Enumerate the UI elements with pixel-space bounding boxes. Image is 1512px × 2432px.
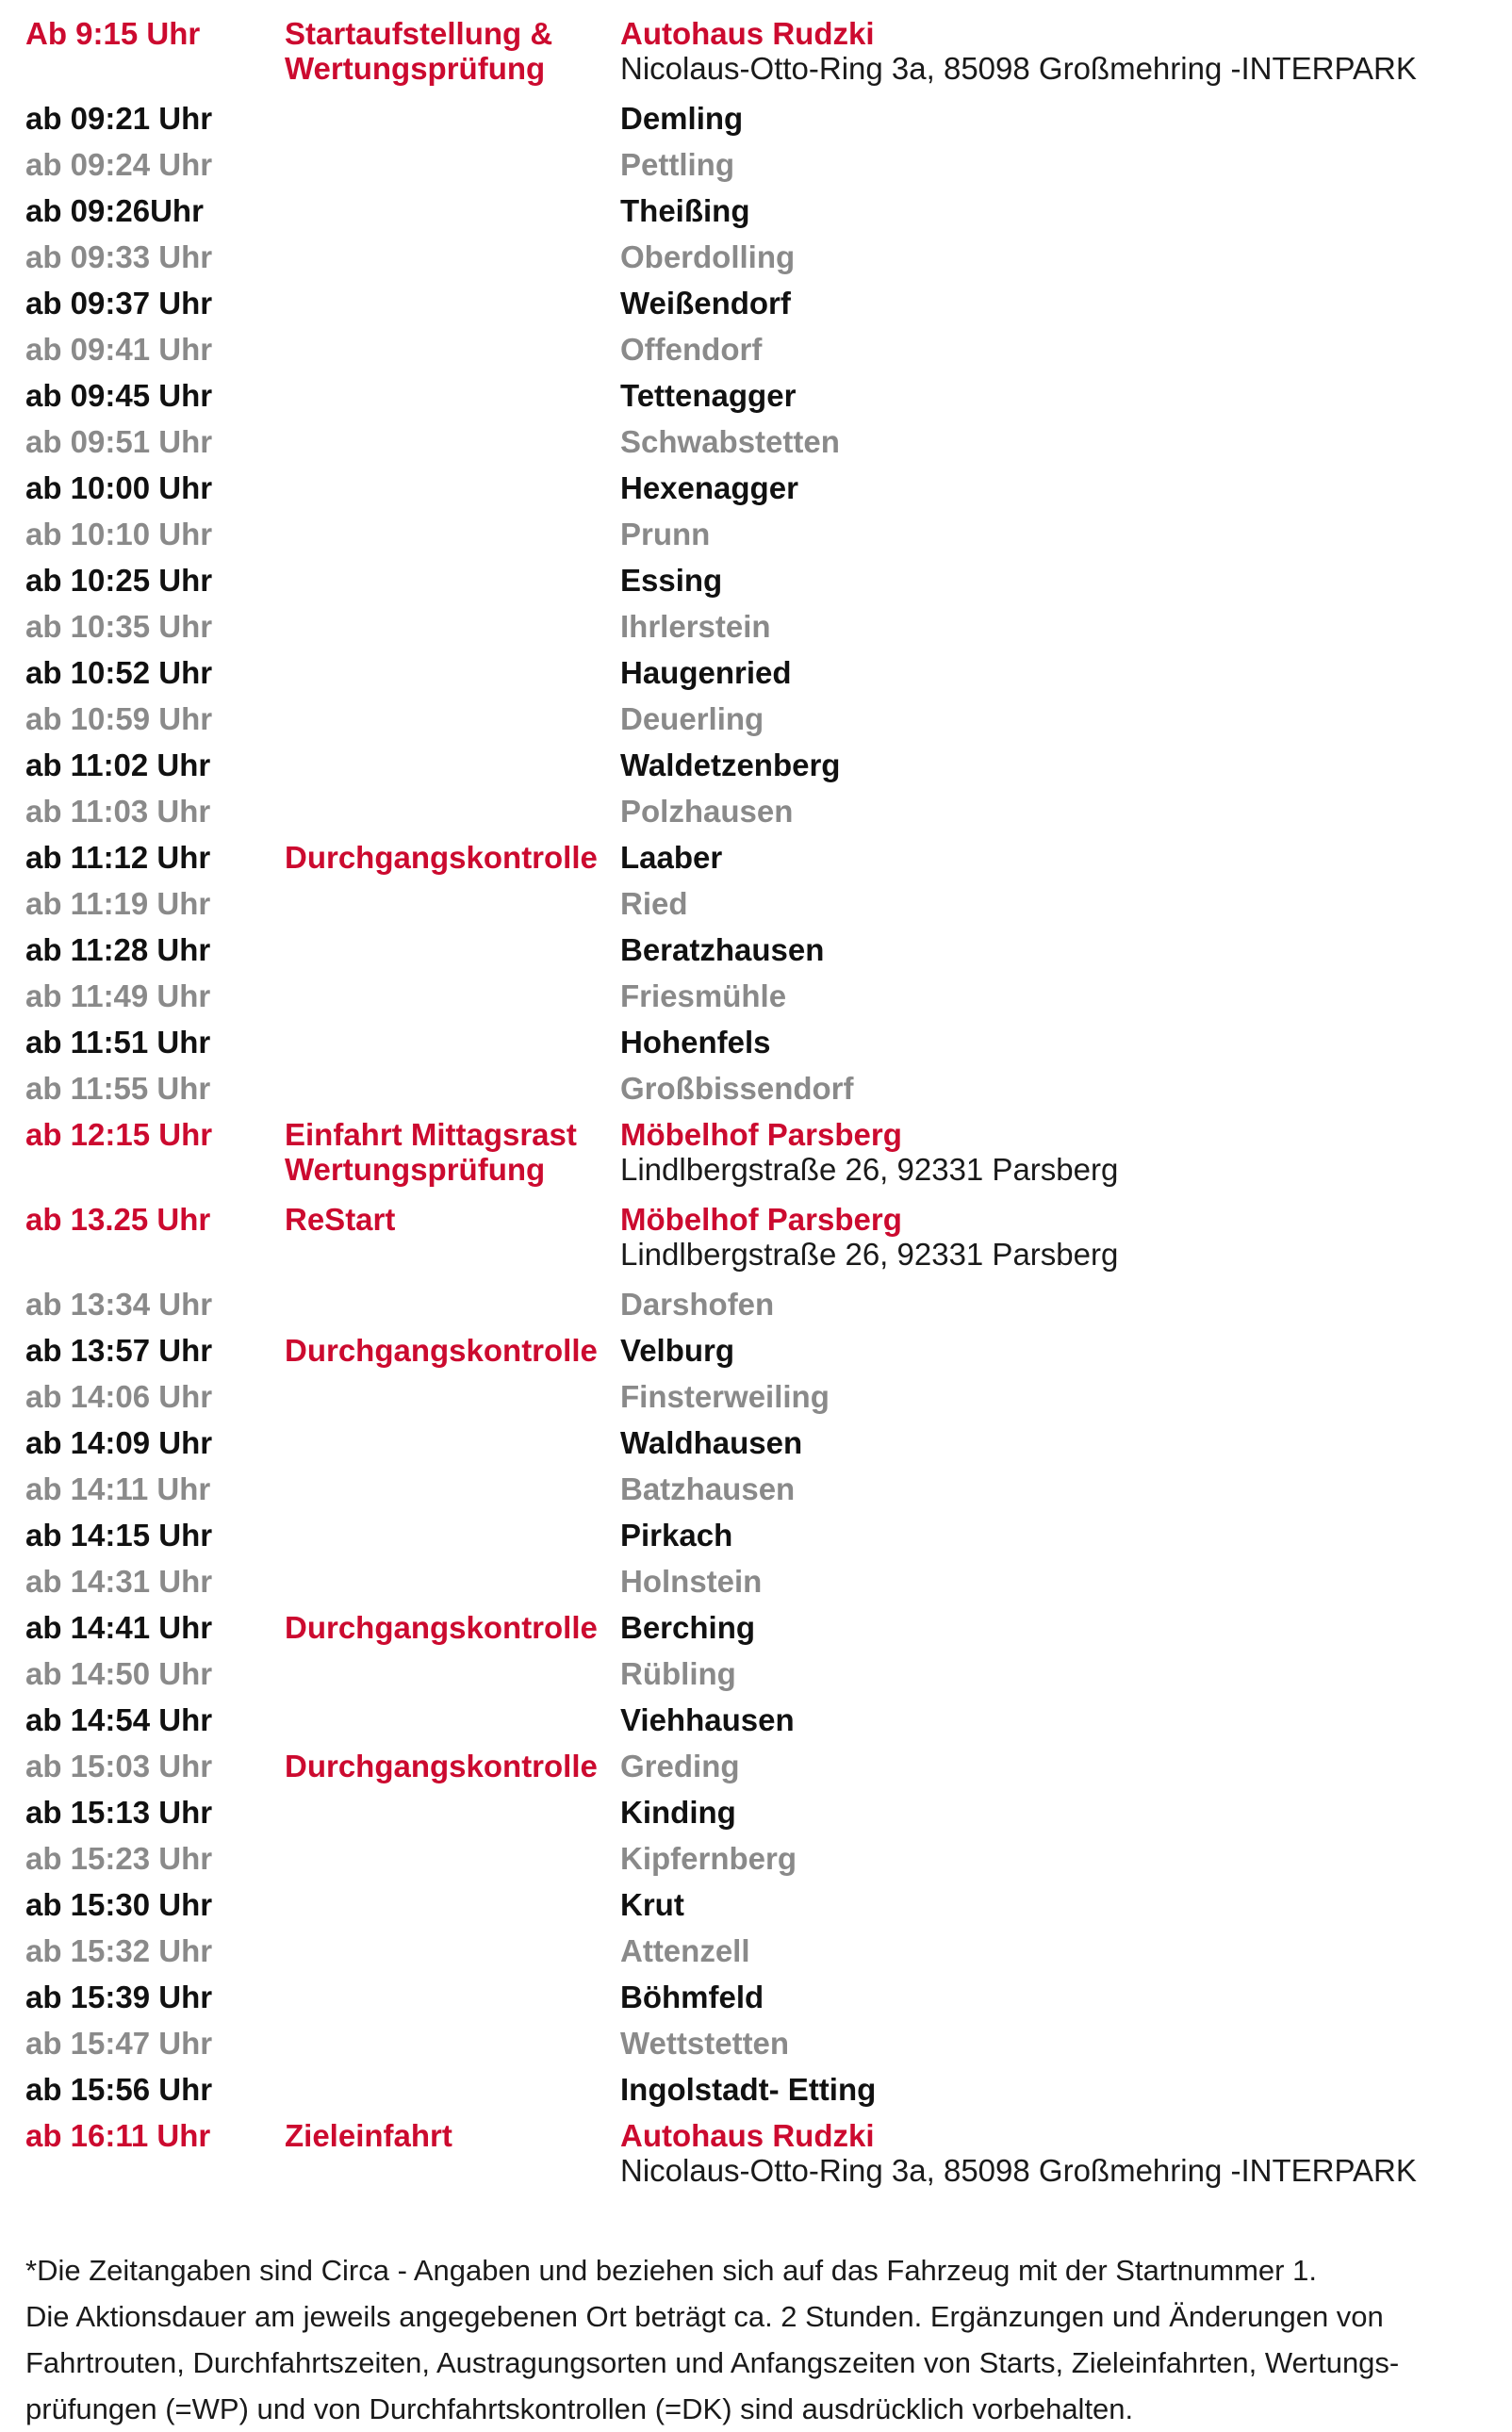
schedule-row <box>0 881 1512 928</box>
schedule-place-name: Weißendorf <box>620 286 791 320</box>
schedule-place <box>620 932 1512 967</box>
schedule-row <box>0 1374 1512 1421</box>
schedule-event-line: Startaufstellung & <box>285 16 553 51</box>
schedule-time: ab 11:12 Uhr <box>25 840 211 875</box>
schedule-row <box>0 1282 1512 1328</box>
schedule-time: ab 14:50 Uhr <box>25 1656 213 1691</box>
schedule-place-name: Möbelhof Parsberg <box>620 1202 902 1237</box>
schedule-place <box>620 1117 1512 1187</box>
schedule-place <box>620 332 1512 367</box>
schedule-place-name: Offendorf <box>620 332 763 367</box>
schedule-row <box>0 2067 1512 2113</box>
schedule-time: ab 10:59 Uhr <box>25 701 213 736</box>
schedule-place-name: Kinding <box>620 1795 736 1830</box>
schedule-row <box>0 142 1512 189</box>
schedule-row <box>0 835 1512 881</box>
schedule-place-name: Demling <box>620 101 744 136</box>
schedule-time: ab 15:39 Uhr <box>25 1980 213 2014</box>
schedule-place <box>620 193 1512 228</box>
schedule-place <box>620 1933 1512 1968</box>
schedule-place <box>620 1425 1512 1460</box>
schedule-time: ab 14:54 Uhr <box>25 1702 213 1737</box>
schedule-row <box>0 1975 1512 2021</box>
schedule-time: ab 15:32 Uhr <box>25 1933 213 1968</box>
schedule-place <box>620 239 1512 274</box>
schedule-place-name: Deuerling <box>620 701 764 736</box>
schedule-row <box>0 650 1512 697</box>
schedule-time: ab 10:00 Uhr <box>25 470 213 505</box>
schedule-place <box>620 2118 1512 2188</box>
schedule-place <box>620 748 1512 782</box>
schedule-time: ab 09:37 Uhr <box>25 286 213 320</box>
schedule-time: ab 15:03 Uhr <box>25 1749 213 1783</box>
schedule-place <box>620 378 1512 413</box>
schedule-time: ab 13.25 Uhr <box>25 1202 211 1237</box>
schedule-row <box>0 1421 1512 1467</box>
schedule-table <box>0 11 1512 2198</box>
schedule-place <box>620 1471 1512 1506</box>
schedule-event <box>259 16 620 86</box>
schedule-place-name: Pirkach <box>620 1518 733 1553</box>
schedule-row <box>0 1651 1512 1698</box>
footnote-line-2: Die Aktionsdauer am jeweils angegebenen Ort beträgt ca. 2 Stunden. Ergänzungen und Änderungen von Fahrtrouten, Durchfahrtszeiten, Austragungsorten und Anfangszeiten von Starts, Zieleinfahrten, Wertungs- prüfungen (=WP) und von Durchfahrtskontrollen (=DK) sind ausdrücklich vorbehalten. <box>25 2300 1400 2425</box>
schedule-time: ab 11:51 Uhr <box>25 1025 211 1060</box>
schedule-time: ab 09:33 Uhr <box>25 239 213 274</box>
schedule-time: ab 14:11 Uhr <box>25 1471 211 1506</box>
schedule-place <box>620 1702 1512 1737</box>
schedule-event <box>259 1749 620 1783</box>
schedule-time: ab 09:45 Uhr <box>25 378 213 413</box>
schedule-time: ab 10:25 Uhr <box>25 563 213 598</box>
schedule-event-line: Durchgangskontrolle <box>285 840 598 875</box>
schedule-row <box>0 512 1512 558</box>
schedule-place <box>620 794 1512 829</box>
schedule-place <box>620 1518 1512 1553</box>
schedule-place-name: Beratzhausen <box>620 932 825 967</box>
schedule-row <box>0 1744 1512 1790</box>
schedule-place-name: Pettling <box>620 147 734 182</box>
schedule-event <box>259 2118 620 2153</box>
schedule-place <box>620 1656 1512 1691</box>
schedule-time: ab 12:15 Uhr <box>25 1117 213 1152</box>
schedule-time: ab 11:55 Uhr <box>25 1071 211 1106</box>
schedule-place-name: Tettenagger <box>620 378 797 413</box>
schedule-place-name: Viehhausen <box>620 1702 795 1737</box>
schedule-time: ab 11:49 Uhr <box>25 978 211 1013</box>
schedule-time: ab 11:28 Uhr <box>25 932 211 967</box>
schedule-time: ab 15:13 Uhr <box>25 1795 213 1830</box>
schedule-event <box>259 1333 620 1368</box>
schedule-row <box>0 2021 1512 2067</box>
schedule-row <box>0 1112 1512 1197</box>
schedule-place-name: Ingolstadt- Etting <box>620 2072 877 2107</box>
schedule-event <box>259 1610 620 1645</box>
schedule-row <box>0 419 1512 466</box>
schedule-row <box>0 327 1512 373</box>
schedule-place-name: Prunn <box>620 517 711 551</box>
schedule-event-line: ReStart <box>285 1202 396 1237</box>
schedule-row <box>0 235 1512 281</box>
schedule-time: ab 15:56 Uhr <box>25 2072 213 2107</box>
schedule-place <box>620 2072 1512 2107</box>
schedule-place <box>620 1795 1512 1830</box>
schedule-row <box>0 1066 1512 1112</box>
schedule-time: ab 11:03 Uhr <box>25 794 211 829</box>
schedule-place-name: Attenzell <box>620 1933 750 1968</box>
schedule-row <box>0 281 1512 327</box>
schedule-row <box>0 11 1512 96</box>
schedule-row <box>0 373 1512 419</box>
schedule-event-line: Wertungsprüfung <box>285 51 546 86</box>
schedule-time: ab 14:09 Uhr <box>25 1425 213 1460</box>
schedule-place-name: Waldetzenberg <box>620 748 841 782</box>
schedule-row <box>0 1513 1512 1559</box>
footnote-line-1: *Die Zeitangaben sind Circa - Angaben und beziehen sich auf das Fahrzeug mit der Startnummer 1. <box>25 2254 1317 2287</box>
schedule-row <box>0 1467 1512 1513</box>
schedule-time: ab 10:10 Uhr <box>25 517 213 551</box>
schedule-event-line: Durchgangskontrolle <box>285 1749 598 1783</box>
schedule-place <box>620 978 1512 1013</box>
schedule-row <box>0 1929 1512 1975</box>
schedule-place-name: Berching <box>620 1610 756 1645</box>
schedule-place-name: Rübling <box>620 1656 736 1691</box>
schedule-time: ab 10:52 Uhr <box>25 655 213 690</box>
schedule-row <box>0 96 1512 142</box>
schedule-place <box>620 1025 1512 1060</box>
schedule-place-name: Batzhausen <box>620 1471 796 1506</box>
schedule-row <box>0 558 1512 604</box>
schedule-place-address: Lindlbergstraße 26, 92331 Parsberg <box>620 1237 1119 1272</box>
schedule-place <box>620 1749 1512 1783</box>
schedule-place-address: Nicolaus-Otto-Ring 3a, 85098 Großmehring -INTERPARK <box>620 2153 1417 2188</box>
schedule-row <box>0 1882 1512 1929</box>
schedule-row <box>0 789 1512 835</box>
schedule-place-name: Holnstein <box>620 1564 763 1599</box>
schedule-row <box>0 1197 1512 1282</box>
schedule-time: ab 09:21 Uhr <box>25 101 213 136</box>
schedule-place <box>620 609 1512 644</box>
schedule-place <box>620 1887 1512 1922</box>
schedule-row <box>0 604 1512 650</box>
schedule-place <box>620 1610 1512 1645</box>
schedule-time: ab 14:41 Uhr <box>25 1610 213 1645</box>
schedule-place <box>620 1202 1512 1272</box>
schedule-row <box>0 1836 1512 1882</box>
schedule-place-name: Krut <box>620 1887 684 1922</box>
schedule-place-name: Darshofen <box>620 1287 775 1322</box>
schedule-place-name: Kipfernberg <box>620 1841 797 1876</box>
schedule-place <box>620 424 1512 459</box>
schedule-row <box>0 1605 1512 1651</box>
schedule-time: ab 15:23 Uhr <box>25 1841 213 1876</box>
schedule-event-line: Einfahrt Mittagsrast <box>285 1117 577 1152</box>
schedule-place <box>620 1564 1512 1599</box>
schedule-place-name: Ried <box>620 886 688 921</box>
schedule-place-name: Ihrlerstein <box>620 609 771 644</box>
schedule-row <box>0 1559 1512 1605</box>
schedule-place-name: Autohaus Rudzki <box>620 2118 875 2153</box>
schedule-place-name: Friesmühle <box>620 978 787 1013</box>
schedule-time: ab 11:19 Uhr <box>25 886 211 921</box>
schedule-place-name: Theißing <box>620 193 750 228</box>
schedule-place-name: Großbissendorf <box>620 1071 854 1106</box>
schedule-row <box>0 928 1512 974</box>
schedule-place <box>620 563 1512 598</box>
schedule-place <box>620 101 1512 136</box>
schedule-row <box>0 1328 1512 1374</box>
schedule-row <box>0 189 1512 235</box>
schedule-time: ab 13:57 Uhr <box>25 1333 213 1368</box>
schedule-place-address: Lindlbergstraße 26, 92331 Parsberg <box>620 1152 1119 1187</box>
schedule-event-line: Wertungsprüfung <box>285 1152 546 1187</box>
schedule-place <box>620 1379 1512 1414</box>
schedule-event-line: Durchgangskontrolle <box>285 1610 598 1645</box>
schedule-place-name: Polzhausen <box>620 794 794 829</box>
schedule-time: ab 14:15 Uhr <box>25 1518 213 1553</box>
footnote <box>0 2247 1512 2432</box>
schedule-row <box>0 743 1512 789</box>
schedule-place-name: Möbelhof Parsberg <box>620 1117 902 1152</box>
schedule-place-name: Böhmfeld <box>620 1980 764 2014</box>
schedule-place-name: Greding <box>620 1749 740 1783</box>
schedule-place-name: Wettstetten <box>620 2026 790 2061</box>
schedule-place <box>620 1287 1512 1322</box>
schedule-row <box>0 466 1512 512</box>
schedule-time: ab 09:26Uhr <box>25 193 204 228</box>
schedule-time: ab 15:30 Uhr <box>25 1887 213 1922</box>
schedule-place <box>620 1333 1512 1368</box>
schedule-place-name: Waldhausen <box>620 1425 803 1460</box>
schedule-place <box>620 2026 1512 2061</box>
schedule-row <box>0 974 1512 1020</box>
schedule-time: ab 14:06 Uhr <box>25 1379 213 1414</box>
schedule-time: ab 15:47 Uhr <box>25 2026 213 2061</box>
schedule-place <box>620 147 1512 182</box>
schedule-time: ab 14:31 Uhr <box>25 1564 213 1599</box>
schedule-place <box>620 655 1512 690</box>
schedule-row <box>0 1020 1512 1066</box>
schedule-time: ab 09:51 Uhr <box>25 424 213 459</box>
schedule-place-address: Nicolaus-Otto-Ring 3a, 85098 Großmehring -INTERPARK <box>620 51 1417 86</box>
schedule-place-name: Velburg <box>620 1333 735 1368</box>
schedule-place-name: Hexenagger <box>620 470 798 505</box>
schedule-place <box>620 701 1512 736</box>
schedule-place-name: Oberdolling <box>620 239 796 274</box>
schedule-time: Ab 9:15 Uhr <box>25 16 201 51</box>
schedule-place <box>620 1841 1512 1876</box>
schedule-place <box>620 286 1512 320</box>
schedule-place-name: Autohaus Rudzki <box>620 16 875 51</box>
schedule-place-name: Haugenried <box>620 655 792 690</box>
schedule-row <box>0 697 1512 743</box>
schedule-event <box>259 840 620 875</box>
schedule-row <box>0 1698 1512 1744</box>
schedule-event <box>259 1202 620 1237</box>
schedule-time: ab 10:35 Uhr <box>25 609 213 644</box>
schedule-time: ab 09:24 Uhr <box>25 147 213 182</box>
schedule-row <box>0 2113 1512 2198</box>
schedule-place-name: Schwabstetten <box>620 424 840 459</box>
schedule-time: ab 11:02 Uhr <box>25 748 211 782</box>
schedule-event <box>259 1117 620 1187</box>
schedule-place <box>620 470 1512 505</box>
schedule-place <box>620 886 1512 921</box>
schedule-place <box>620 1071 1512 1106</box>
schedule-time: ab 13:34 Uhr <box>25 1287 213 1322</box>
schedule-place-name: Essing <box>620 563 723 598</box>
schedule-place-name: Laaber <box>620 840 723 875</box>
schedule-place-name: Finsterweiling <box>620 1379 830 1414</box>
schedule-time: ab 16:11 Uhr <box>25 2118 211 2153</box>
schedule-event-line: Durchgangskontrolle <box>285 1333 598 1368</box>
schedule-place <box>620 840 1512 875</box>
schedule-place <box>620 16 1512 86</box>
schedule-time: ab 09:41 Uhr <box>25 332 213 367</box>
schedule-row <box>0 1790 1512 1836</box>
schedule-event-line: Zieleinfahrt <box>285 2118 452 2153</box>
schedule-place <box>620 517 1512 551</box>
schedule-place <box>620 1980 1512 2014</box>
schedule-place-name: Hohenfels <box>620 1025 771 1060</box>
